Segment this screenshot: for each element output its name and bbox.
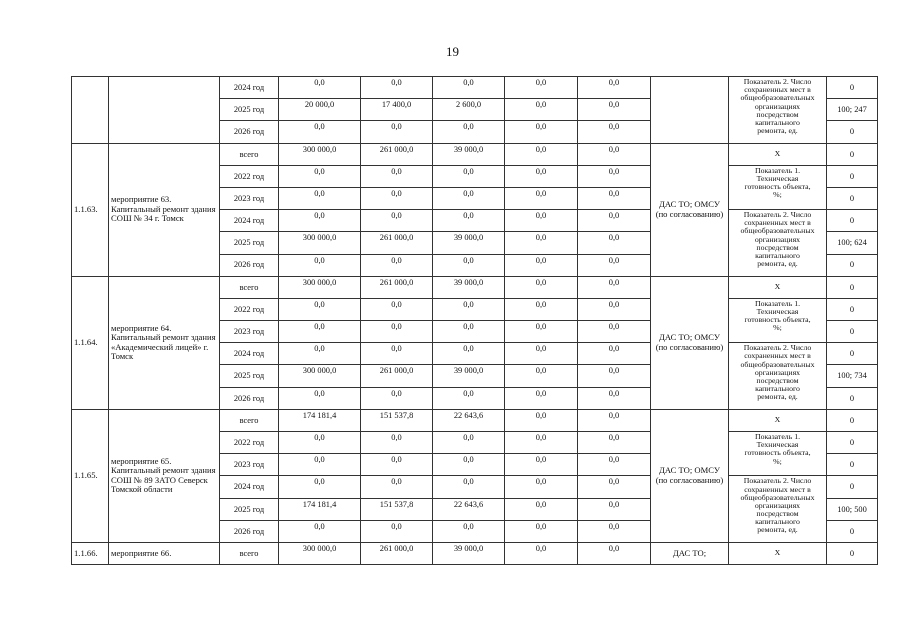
table-row — [72, 276, 878, 298]
amount-cell: 0,0 — [578, 343, 651, 365]
indicator-value: 0 — [827, 432, 878, 454]
amount-cell: 39 000,0 — [433, 232, 505, 254]
amount-cell: 0,0 — [505, 210, 578, 232]
indicator-value: 0 — [827, 387, 878, 409]
amount-cell: 0,0 — [578, 476, 651, 498]
amount-cell: 300 000,0 — [279, 276, 361, 298]
indicator-value: 0 — [827, 210, 878, 232]
table-row — [72, 143, 878, 165]
amount-cell: 300 000,0 — [279, 365, 361, 387]
amount-cell: 0,0 — [505, 542, 578, 564]
amount-cell: 22 643,6 — [433, 498, 505, 520]
indicator-value: 100; 247 — [827, 99, 878, 121]
indicator-line: %; — [773, 190, 782, 200]
measure-name: мероприятие 64. Капитальный ремонт здания «Академический лицей» г. Томск — [109, 276, 220, 409]
indicator-line: готовность объекта, — [744, 448, 811, 458]
indicator-description — [729, 298, 827, 342]
indicator-line: посредством — [756, 109, 799, 119]
amount-cell: 0,0 — [505, 498, 578, 520]
year-cell: 2026 год — [220, 254, 279, 276]
amount-cell: 0,0 — [361, 254, 433, 276]
amount-cell: 261 000,0 — [361, 143, 433, 165]
amount-cell: 0,0 — [505, 121, 578, 143]
page-number: 19 — [446, 44, 459, 59]
indicator-line: организациях — [754, 234, 801, 244]
amount-cell: 0,0 — [505, 232, 578, 254]
indicator-line: Техническая — [756, 173, 799, 183]
indicator-value: 100; 624 — [827, 232, 878, 254]
measure-code: 1.1.64. — [72, 276, 109, 409]
indicator-line: капитального — [755, 517, 800, 527]
amount-cell: 0,0 — [433, 165, 505, 187]
year-cell: 2026 год — [220, 520, 279, 542]
amount-cell: 0,0 — [279, 343, 361, 365]
indicator-value: 0 — [827, 143, 878, 165]
indicator-line: ремонта, ед. — [757, 525, 798, 535]
amount-cell: 0,0 — [361, 298, 433, 320]
measure-code — [72, 77, 109, 144]
indicator-value: 100; 500 — [827, 498, 878, 520]
indicator-line: готовность объекта, — [744, 315, 811, 325]
amount-cell: 0,0 — [361, 343, 433, 365]
amount-cell: 0,0 — [433, 520, 505, 542]
year-cell: 2026 год — [220, 387, 279, 409]
amount-cell: 0,0 — [361, 321, 433, 343]
indicator-total: X — [729, 542, 827, 564]
indicator-value: 0 — [827, 454, 878, 476]
indicator-line: сохраненных мест в — [744, 85, 811, 95]
indicator-value: 0 — [827, 520, 878, 542]
amount-cell: 0,0 — [279, 321, 361, 343]
amount-cell: 0,0 — [505, 298, 578, 320]
amount-cell: 0,0 — [433, 321, 505, 343]
amount-cell: 0,0 — [578, 210, 651, 232]
amount-cell: 0,0 — [279, 77, 361, 99]
amount-cell: 0,0 — [361, 387, 433, 409]
indicator-description — [729, 77, 827, 144]
indicator-value: 0 — [827, 77, 878, 99]
amount-cell: 0,0 — [505, 276, 578, 298]
year-cell: 2022 год — [220, 165, 279, 187]
amount-cell: 0,0 — [505, 143, 578, 165]
amount-cell: 0,0 — [578, 409, 651, 431]
indicator-line: посредством — [756, 242, 799, 252]
indicator-line: ремонта, ед. — [757, 126, 798, 136]
amount-cell: 261 000,0 — [361, 276, 433, 298]
amount-cell: 174 181,4 — [279, 498, 361, 520]
amount-cell: 0,0 — [505, 254, 578, 276]
indicator-value: 0 — [827, 276, 878, 298]
amount-cell: 0,0 — [578, 321, 651, 343]
amount-cell: 0,0 — [505, 365, 578, 387]
executor-cell: ДАС ТО; ОМСУ (по согласованию) — [651, 409, 729, 542]
amount-cell: 0,0 — [578, 542, 651, 564]
amount-cell: 0,0 — [361, 187, 433, 209]
indicator-line: %; — [773, 323, 782, 333]
year-cell: всего — [220, 409, 279, 431]
measure-name: мероприятие 63. Капитальный ремонт здания СОШ № 34 г. Томск — [109, 143, 220, 276]
indicator-line: организациях — [754, 101, 801, 111]
indicator-line: сохраненных мест в — [744, 218, 811, 228]
amount-cell: 300 000,0 — [279, 143, 361, 165]
amount-cell: 17 400,0 — [361, 99, 433, 121]
indicator-line: Показатель 2. Число — [743, 343, 812, 353]
amount-cell: 0,0 — [505, 432, 578, 454]
year-cell: всего — [220, 276, 279, 298]
table-row — [72, 409, 878, 431]
year-cell: 2025 год — [220, 99, 279, 121]
amount-cell: 0,0 — [279, 254, 361, 276]
amount-cell: 300 000,0 — [279, 232, 361, 254]
amount-cell: 0,0 — [279, 298, 361, 320]
amount-cell: 0,0 — [578, 454, 651, 476]
indicator-line: капитального — [755, 384, 800, 394]
amount-cell: 0,0 — [279, 121, 361, 143]
amount-cell: 39 000,0 — [433, 276, 505, 298]
year-cell: 2022 год — [220, 298, 279, 320]
amount-cell: 151 537,8 — [361, 498, 433, 520]
amount-cell: 261 000,0 — [361, 542, 433, 564]
amount-cell: 0,0 — [361, 476, 433, 498]
year-cell: 2025 год — [220, 365, 279, 387]
amount-cell: 0,0 — [578, 387, 651, 409]
amount-cell: 0,0 — [578, 77, 651, 99]
amount-cell: 0,0 — [279, 187, 361, 209]
indicator-description — [729, 210, 827, 277]
amount-cell: 0,0 — [505, 387, 578, 409]
indicator-line: Техническая — [756, 440, 799, 450]
year-cell: 2024 год — [220, 343, 279, 365]
year-cell: 2023 год — [220, 454, 279, 476]
indicator-line: сохраненных мест в — [744, 484, 811, 494]
table-row — [72, 77, 878, 99]
amount-cell: 261 000,0 — [361, 232, 433, 254]
amount-cell: 0,0 — [578, 143, 651, 165]
year-cell: 2023 год — [220, 321, 279, 343]
indicator-line: организациях — [754, 367, 801, 377]
amount-cell: 0,0 — [433, 387, 505, 409]
year-cell: 2026 год — [220, 121, 279, 143]
indicator-line: сохраненных мест в — [744, 351, 811, 361]
amount-cell: 0,0 — [578, 520, 651, 542]
measure-code: 1.1.63. — [72, 143, 109, 276]
amount-cell: 0,0 — [279, 165, 361, 187]
amount-cell: 0,0 — [361, 77, 433, 99]
amount-cell: 0,0 — [505, 343, 578, 365]
amount-cell: 0,0 — [433, 77, 505, 99]
amount-cell: 0,0 — [433, 210, 505, 232]
measure-code: 1.1.65. — [72, 409, 109, 542]
amount-cell: 0,0 — [361, 454, 433, 476]
year-cell: 2024 год — [220, 476, 279, 498]
year-cell: 2025 год — [220, 498, 279, 520]
amount-cell: 0,0 — [433, 476, 505, 498]
amount-cell: 300 000,0 — [279, 542, 361, 564]
indicator-value: 0 — [827, 121, 878, 143]
indicator-total: X — [729, 276, 827, 298]
amount-cell: 0,0 — [505, 520, 578, 542]
indicator-line: общеобразовательных — [740, 93, 815, 103]
amount-cell: 0,0 — [279, 520, 361, 542]
indicator-value: 0 — [827, 165, 878, 187]
year-cell: всего — [220, 542, 279, 564]
year-cell: 2024 год — [220, 77, 279, 99]
amount-cell: 0,0 — [361, 121, 433, 143]
indicator-value: 100; 734 — [827, 365, 878, 387]
amount-cell: 0,0 — [578, 498, 651, 520]
amount-cell: 0,0 — [578, 121, 651, 143]
amount-cell: 0,0 — [505, 409, 578, 431]
amount-cell: 0,0 — [505, 321, 578, 343]
amount-cell: 0,0 — [433, 432, 505, 454]
measure-name: мероприятие 66. — [109, 542, 220, 564]
indicator-line: Показатель 2. Число — [743, 476, 812, 486]
measure-name: мероприятие 65. Капитальный ремонт здания СОШ № 89 ЗАТО Северск Томской области — [109, 409, 220, 542]
amount-cell: 0,0 — [361, 210, 433, 232]
executor-cell: ДАС ТО; ОМСУ (по согласованию) — [651, 143, 729, 276]
amount-cell: 0,0 — [433, 454, 505, 476]
indicator-value: 0 — [827, 254, 878, 276]
table-row — [72, 542, 878, 564]
executor-cell — [651, 77, 729, 144]
amount-cell: 0,0 — [279, 454, 361, 476]
indicator-line: Показатель 1. — [754, 165, 801, 175]
indicator-line: посредством — [756, 509, 799, 519]
amount-cell: 39 000,0 — [433, 542, 505, 564]
amount-cell: 261 000,0 — [361, 365, 433, 387]
amount-cell: 0,0 — [505, 187, 578, 209]
amount-cell: 0,0 — [433, 254, 505, 276]
indicator-line: посредством — [756, 375, 799, 385]
amount-cell: 151 537,8 — [361, 409, 433, 431]
amount-cell: 39 000,0 — [433, 365, 505, 387]
indicator-line: ремонта, ед. — [757, 259, 798, 269]
amount-cell: 174 181,4 — [279, 409, 361, 431]
executor-cell: ДАС ТО; — [651, 542, 729, 564]
indicator-line: ремонта, ед. — [757, 392, 798, 402]
amount-cell: 0,0 — [578, 99, 651, 121]
amount-cell: 2 600,0 — [433, 99, 505, 121]
indicator-line: Показатель 2. Число — [743, 77, 812, 86]
indicator-line: Показатель 2. Число — [743, 210, 812, 220]
amount-cell: 0,0 — [505, 99, 578, 121]
amount-cell: 0,0 — [505, 77, 578, 99]
executor-cell: ДАС ТО; ОМСУ (по согласованию) — [651, 276, 729, 409]
indicator-line: организациях — [754, 500, 801, 510]
indicator-line: Показатель 1. — [754, 298, 801, 308]
amount-cell: 0,0 — [578, 254, 651, 276]
amount-cell: 0,0 — [578, 232, 651, 254]
amount-cell: 0,0 — [578, 276, 651, 298]
indicator-description — [729, 165, 827, 209]
indicator-value: 0 — [827, 298, 878, 320]
amount-cell: 0,0 — [505, 454, 578, 476]
measure-code: 1.1.66. — [72, 542, 109, 564]
indicator-value: 0 — [827, 343, 878, 365]
amount-cell: 0,0 — [279, 476, 361, 498]
indicator-value: 0 — [827, 476, 878, 498]
year-cell: 2025 год — [220, 232, 279, 254]
indicator-line: готовность объекта, — [744, 182, 811, 192]
program-table — [71, 76, 878, 565]
indicator-line: общеобразовательных — [740, 359, 815, 369]
indicator-value: 0 — [827, 542, 878, 564]
amount-cell: 0,0 — [279, 387, 361, 409]
amount-cell: 0,0 — [279, 432, 361, 454]
year-cell: всего — [220, 143, 279, 165]
amount-cell: 0,0 — [578, 298, 651, 320]
indicator-line: капитального — [755, 117, 800, 127]
measure-name — [109, 77, 220, 144]
indicator-total: X — [729, 143, 827, 165]
amount-cell: 0,0 — [433, 343, 505, 365]
amount-cell: 0,0 — [361, 520, 433, 542]
amount-cell: 0,0 — [505, 476, 578, 498]
indicator-description — [729, 432, 827, 476]
amount-cell: 20 000,0 — [279, 99, 361, 121]
year-cell: 2023 год — [220, 187, 279, 209]
amount-cell: 0,0 — [505, 165, 578, 187]
indicator-value: 0 — [827, 321, 878, 343]
amount-cell: 0,0 — [578, 365, 651, 387]
indicator-description — [729, 476, 827, 543]
amount-cell: 22 643,6 — [433, 409, 505, 431]
indicator-line: Показатель 1. — [754, 432, 801, 441]
indicator-description — [729, 343, 827, 410]
indicator-line: общеобразовательных — [740, 492, 815, 502]
amount-cell: 0,0 — [578, 165, 651, 187]
amount-cell: 0,0 — [361, 432, 433, 454]
year-cell: 2024 год — [220, 210, 279, 232]
indicator-total: X — [729, 409, 827, 431]
indicator-line: Техническая — [756, 307, 799, 317]
amount-cell: 0,0 — [433, 121, 505, 143]
indicator-line: капитального — [755, 250, 800, 260]
amount-cell: 0,0 — [578, 187, 651, 209]
indicator-line: общеобразовательных — [740, 226, 815, 236]
amount-cell: 0,0 — [279, 210, 361, 232]
amount-cell: 39 000,0 — [433, 143, 505, 165]
amount-cell: 0,0 — [433, 187, 505, 209]
indicator-value: 0 — [827, 187, 878, 209]
indicator-value: 0 — [827, 409, 878, 431]
indicator-line: %; — [773, 456, 782, 466]
amount-cell: 0,0 — [578, 432, 651, 454]
year-cell: 2022 год — [220, 432, 279, 454]
amount-cell: 0,0 — [433, 298, 505, 320]
amount-cell: 0,0 — [361, 165, 433, 187]
